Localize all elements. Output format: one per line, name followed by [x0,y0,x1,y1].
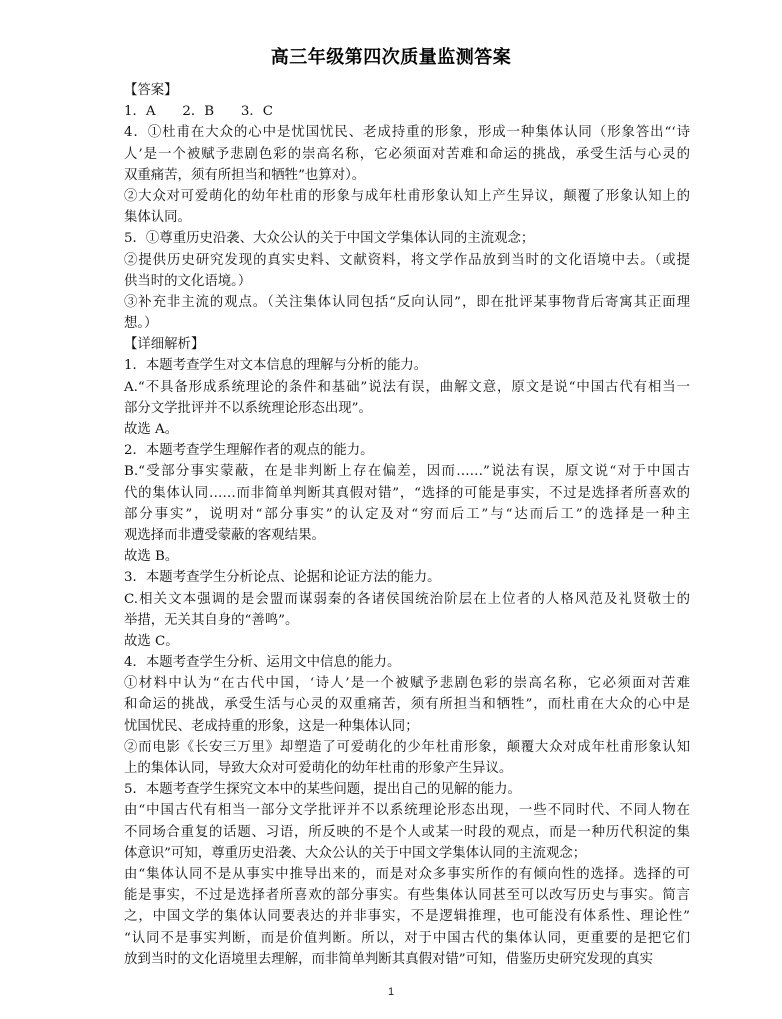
text-line: 放到当时的文化语境里去理解，而非简单判断其真假对错”可知，借鉴历史研究发现的真实 [124,951,654,967]
text-line: 3．本题考查学生分析论点、论据和论证方法的能力。 [124,570,441,586]
text-line: 1．本题考查学生对文本信息的理解与分析的能力。 [124,358,428,374]
text-line: 供当时的文化语境。） [124,273,252,289]
text-line: 想。） [124,316,158,332]
text-line: 4．本题考查学生分析、运用文中信息的能力。 [124,655,401,671]
text-line: 不同场合重复的话题、习语，所反映的不是个人或某一时段的观点，而是一种历代积淀的集 [124,824,690,840]
text-line: ②而电影《长安三万里》却塑造了可爱萌化的少年杜甫形象，颠覆大众对成年杜甫形象认知 [124,739,690,755]
text-line: ②大众对可爱萌化的幼年杜甫的形象与成年杜甫形象认知上产生异议，颠覆了形象认知上的 [124,188,690,204]
text-line: 2．本题考查学生理解作者的观点的能力。 [124,443,374,459]
text-line: A.“不具备形成系统理论的条件和基础”说法有误，曲解文意，原文是说“中国古代有相当一 [124,379,690,395]
text-line: 由“集体认同不是从事实中推导出来的，而是对众多事实所作的有倾向性的选择。选择的可 [124,866,690,882]
text-line: 能是事实，不过是选择者所喜欢的部分事实。有些集体认同甚至可以改写历史与事实。简言 [124,888,690,904]
text-line: 体意识”可知，尊重历史沿袭、大众公认的关于中国文学集体认同的主流观念； [124,845,587,861]
text-line: 【答案】 [124,83,178,98]
text-line: 1．A 2．B 3．C [124,104,274,120]
text-line: 之，中国文学的集体认同要表达的并非事实，不是逻辑推理，也可能没有体系性、理论性” [124,909,690,925]
text-line: ③补充非主流的观点。（关注集体认同包括“反向认同”，即在批评某事物背后寄寓其正面理 [124,294,690,310]
text-line: 和命运的挑战，承受生活与心灵的双重痛苦，须有所担当和牺牲”，而杜甫在大众的心中是 [124,697,690,713]
text-line: ②提供历史研究发现的真实史料、文献资料，将文学作品放到当时的文化语境中去。（或提 [124,252,690,268]
text-line: 由“中国古代有相当一部分文学批评并不以系统理论形态出现，一些不同时代、不同人物在 [124,803,690,819]
text-line: ①材料中认为“在古代中国，‘诗人’是一个被赋予悲剧色彩的崇高名称，它必须面对苦难 [124,676,690,692]
answer-body [124,80,690,970]
text-line: 5．本题考查学生探究文本中的某些问题，提出自己的见解的能力。 [124,782,521,798]
text-line: 故选 A。 [124,422,179,437]
text-line: C.相关文本强调的是会盟而谋弱秦的各诸侯国统治阶层在上位者的人格风范及礼贤敬士的 [124,591,690,607]
text-line: “认同不是事实判断，而是价值判断。所以，对于中国古代的集体认同，更重要的是把它们 [124,930,690,946]
text-line: 【详细解析】 [124,337,205,353]
page-number: 1 [387,986,395,998]
text-line: 4．①杜甫在大众的心中是忧国忧民、老成持重的形象，形成一种集体认同（形象答出“‘诗 [124,125,690,141]
text-line: 部分事实”，说明对“部分事实”的认定及对“穷而后工”与“达而后工”的选择是一种主 [124,506,690,522]
text-line: 观选择而非遭受蒙蔽的客观结果。 [124,527,325,543]
text-line: 双重痛苦，须有所担当和牺牲”也算对）。 [124,167,366,183]
text-line: 人’是一个被赋予悲剧色彩的崇高名称，它必须面对苦难和命运的挑战，承受生活与心灵的 [124,146,690,162]
text-line: 故选 B。 [124,549,179,565]
text-line: 举措，无关其自身的“善鸣”。 [124,612,299,628]
text-line: 故选 C。 [124,633,179,649]
text-line: 5．①尊重历史沿袭、大众公认的关于中国文学集体认同的主流观念； [124,231,535,247]
text-line: 代的集体认同……而非简单判断其真假对错”，“选择的可能是事实，不过是选择者所喜欢的 [124,485,690,501]
text-line: 集体认同。 [124,210,191,226]
text-line: 部分文学批评并不以系统理论形态出现”。 [124,400,372,416]
text-line: 忧国忧民、老成持重的形象，这是一种集体认同； [124,718,419,734]
text-line: 上的集体认同，导致大众对可爱萌化的幼年杜甫的形象产生异议。 [124,761,513,776]
text-line: B.“受部分事实蒙蔽，在是非判断上存在偏差，因而……”说法有误，原文说“对于中国古 [124,464,690,480]
page-title: 高三年级第四次质量监测答案 [270,47,512,68]
